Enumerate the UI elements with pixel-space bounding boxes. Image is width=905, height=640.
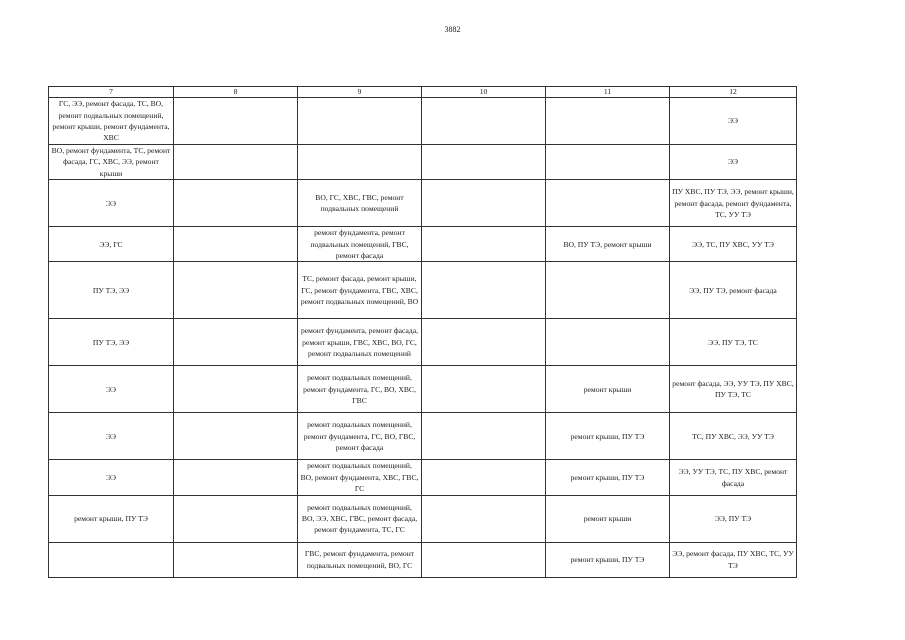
table-cell: [174, 180, 298, 227]
table-cell: ЭЭ, ПУ ТЭ: [670, 495, 797, 542]
works-table: [48, 86, 797, 578]
table-cell: ремонт подвальных помещений, ВО, ЭЭ, ХВС, ГВС, ремонт фасада, ремонт фундамента, ТС, ГС: [298, 495, 422, 542]
column-header: 7: [49, 87, 174, 98]
table-cell: [422, 319, 546, 366]
table-cell: ЭЭ, ПУ ТЭ, ТС: [670, 319, 797, 366]
table-cell: [422, 98, 546, 145]
table-row: [49, 495, 797, 542]
table-cell: [422, 227, 546, 262]
table-cell: ТС, ПУ ХВС, ЭЭ, УУ ТЭ: [670, 413, 797, 460]
table-cell: ремонт подвальных помещений, ремонт фундамента, ГС, ВО, ГВС, ремонт фасада: [298, 413, 422, 460]
table-cell: [174, 227, 298, 262]
table-cell: [174, 145, 298, 180]
table-cell: ЭЭ: [670, 98, 797, 145]
table-cell: [422, 366, 546, 413]
table-cell: [174, 413, 298, 460]
table-cell: [546, 98, 670, 145]
column-header: 12: [670, 87, 797, 98]
table-cell: ремонт крыши, ПУ ТЭ: [546, 460, 670, 495]
table-cell: ЭЭ, ПУ ТЭ, ремонт фасада: [670, 262, 797, 319]
table-cell: [174, 319, 298, 366]
table-cell: ПУ ТЭ, ЭЭ: [49, 319, 174, 366]
table-cell: ВО, ПУ ТЭ, ремонт крыши: [546, 227, 670, 262]
table-cell: [49, 542, 174, 577]
table-cell: ремонт крыши: [546, 366, 670, 413]
table-cell: [546, 319, 670, 366]
table-header-row: [49, 87, 797, 98]
table-cell: [546, 180, 670, 227]
table-cell: [422, 495, 546, 542]
table-row: [49, 542, 797, 577]
table-cell: ВО, ГС, ХВС, ГВС, ремонт подвальных помещений: [298, 180, 422, 227]
table-cell: ГВС, ремонт фундамента, ремонт подвальных помещений, ВО, ГС: [298, 542, 422, 577]
table-cell: [298, 145, 422, 180]
table-cell: ремонт подвальных помещений, ремонт фундамента, ГС, ВО, ХВС, ГВС: [298, 366, 422, 413]
table-cell: ЭЭ, ремонт фасада, ПУ ХВС, ТС, УУ ТЭ: [670, 542, 797, 577]
table-row: [49, 98, 797, 145]
table-cell: ремонт крыши, ПУ ТЭ: [49, 495, 174, 542]
table-cell: ЭЭ: [49, 366, 174, 413]
column-header: 10: [422, 87, 546, 98]
table-row: [49, 413, 797, 460]
table-cell: [422, 145, 546, 180]
table-cell: ГС, ЭЭ, ремонт фасада, ТС, ВО, ремонт подвальных помещений, ремонт крыши, ремонт фундамента, ХВС: [49, 98, 174, 145]
table-cell: ремонт фундамента, ремонт подвальных помещений, ГВС, ремонт фасада: [298, 227, 422, 262]
table-cell: [174, 262, 298, 319]
table-row: [49, 180, 797, 227]
table-cell: [422, 460, 546, 495]
table-row: [49, 460, 797, 495]
table-cell: ЭЭ: [49, 413, 174, 460]
table-cell: [174, 98, 298, 145]
table-cell: ВО, ремонт фундамента, ТС, ремонт фасада, ГС, ХВС, ЭЭ, ремонт крыши: [49, 145, 174, 180]
table-cell: [298, 98, 422, 145]
table-cell: [422, 542, 546, 577]
table-cell: ЭЭ, ТС, ПУ ХВС, УУ ТЭ: [670, 227, 797, 262]
table-cell: ПУ ТЭ, ЭЭ: [49, 262, 174, 319]
table-cell: ЭЭ: [670, 145, 797, 180]
column-header: 9: [298, 87, 422, 98]
table-cell: [174, 495, 298, 542]
table-cell: ТС, ремонт фасада, ремонт крыши, ГС, ремонт фундамента, ГВС, ХВС, ремонт подвальных помещений, ВО: [298, 262, 422, 319]
table-cell: ремонт подвальных помещений, ВО, ремонт фундамента, ХВС, ГВС, ГС: [298, 460, 422, 495]
table-row: [49, 366, 797, 413]
table-cell: ЭЭ: [49, 180, 174, 227]
table-cell: ЭЭ, УУ ТЭ, ТС, ПУ ХВС, ремонт фасада: [670, 460, 797, 495]
page-number: 3882: [444, 25, 461, 34]
table-cell: [174, 366, 298, 413]
column-header: 11: [546, 87, 670, 98]
table-cell: ремонт фасада, ЭЭ, УУ ТЭ, ПУ ХВС, ПУ ТЭ, ТС: [670, 366, 797, 413]
table-row: [49, 262, 797, 319]
table-row: [49, 319, 797, 366]
table-cell: [422, 262, 546, 319]
table-cell: [174, 460, 298, 495]
table-cell: [546, 145, 670, 180]
table-cell: ЭЭ: [49, 460, 174, 495]
table-cell: [174, 542, 298, 577]
table-cell: ремонт крыши: [546, 495, 670, 542]
table-cell: ремонт крыши, ПУ ТЭ: [546, 542, 670, 577]
table-cell: [422, 413, 546, 460]
table-cell: [546, 262, 670, 319]
column-header: 8: [174, 87, 298, 98]
table-cell: ремонт фундамента, ремонт фасада, ремонт крыши, ГВС, ХВС, ВО, ГС, ремонт подвальных помещений: [298, 319, 422, 366]
table-row: [49, 145, 797, 180]
table-cell: ПУ ХВС, ПУ ТЭ, ЭЭ, ремонт крыши, ремонт фасада, ремонт фундамента, ТС, УУ ТЭ: [670, 180, 797, 227]
table-cell: ЭЭ, ГС: [49, 227, 174, 262]
table-cell: [422, 180, 546, 227]
table-row: [49, 227, 797, 262]
table-cell: ремонт крыши, ПУ ТЭ: [546, 413, 670, 460]
